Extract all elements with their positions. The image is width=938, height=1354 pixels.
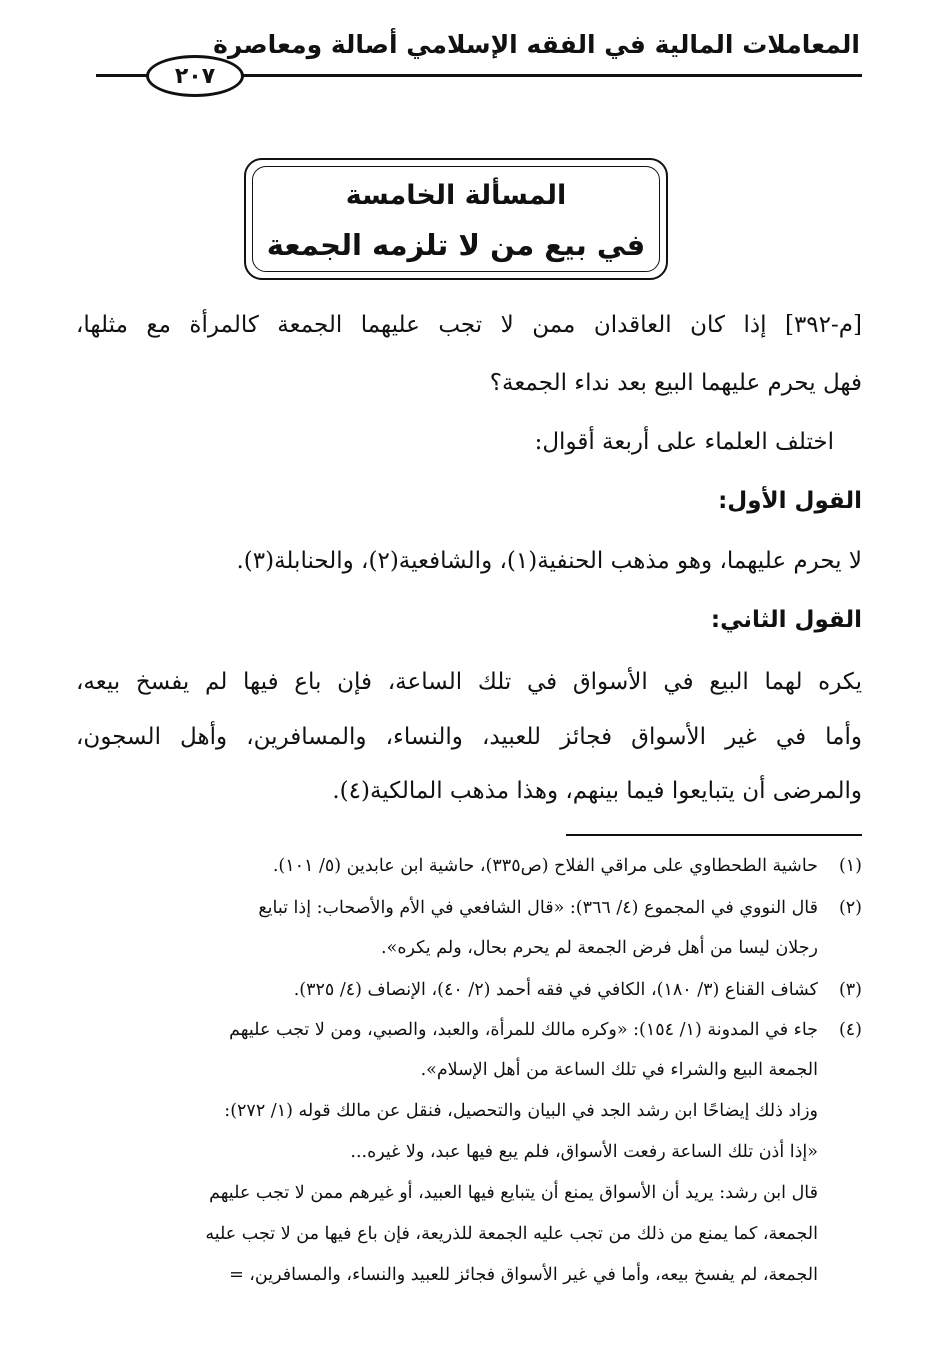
body-line: وأما في غير الأسواق فجائز للعبيد، والنساء، والمسافرين، وأهل السجون، bbox=[76, 724, 863, 750]
body-line: اختلف العلماء على أربعة أقوال: bbox=[534, 429, 834, 455]
running-header-title: المعاملات المالية في الفقه الإسلامي أصالة ومعاصرة bbox=[213, 30, 860, 59]
section-title-frame bbox=[244, 158, 668, 280]
page-number-badge: ٢٠٧ bbox=[146, 55, 244, 97]
footnote-text: جاء في المدونة (١/ ١٥٤): «وكره مالك للمرأة، والعبد، والصبي، ومن لا تجب عليهم bbox=[229, 1020, 818, 1040]
footnote-text-continued: الجمعة، كما يمنع من ذلك من تجب عليه الجمعة للذريعة، فإن باع فيها من لا تجب عليه bbox=[205, 1224, 818, 1244]
footnote-number: (١) bbox=[838, 856, 862, 876]
footnote-text: قال النووي في المجموع (٤/ ٣٦٦): «قال الشافعي في الأم والأصحاب: إذا تبايع bbox=[258, 898, 818, 918]
body-line: [م-٣٩٢] إذا كان العاقدان ممن لا تجب عليهما الجمعة كالمرأة مع مثلها، bbox=[76, 312, 862, 338]
footnote-text-continued: «إذا أذن تلك الساعة رفعت الأسواق، فلم يبع فيها عبد، ولا غيره... bbox=[350, 1142, 818, 1162]
footnote-text-continued: الجمعة، لم يفسخ بيعه، وأما في غير الأسواق فجائز للعبيد والنساء، والمسافرين، = bbox=[229, 1265, 818, 1285]
opinion-heading-second: القول الثاني: bbox=[710, 607, 862, 633]
footnote-number: (٤) bbox=[838, 1020, 862, 1040]
footnote-number: (٢) bbox=[838, 898, 862, 918]
footnote-text-continued: وزاد ذلك إيضاحًا ابن رشد الجد في البيان والتحصيل، فنقل عن مالك قوله (١/ ٢٧٢): bbox=[224, 1101, 818, 1121]
footnote-2 bbox=[76, 898, 862, 918]
footnote-separator bbox=[566, 834, 862, 836]
footnote-number: (٣) bbox=[838, 980, 862, 1000]
footnote-3 bbox=[76, 980, 862, 1000]
body-line: والمرضى أن يتبايعوا فيما بينهم، وهذا مذهب المالكية(٤). bbox=[332, 778, 862, 804]
body-line: فهل يحرم عليهما البيع بعد نداء الجمعة؟ bbox=[489, 370, 862, 396]
footnote-text-continued: قال ابن رشد: يريد أن الأسواق يمنع أن يتبايع فيها العبيد، أو غيرهم ممن لا تجب عليهم bbox=[209, 1183, 818, 1203]
footnote-1 bbox=[76, 856, 862, 876]
opinion-heading-first: القول الأول: bbox=[718, 488, 862, 514]
section-subtitle: في بيع من لا تلزمه الجمعة bbox=[266, 228, 646, 262]
footnote-4 bbox=[76, 1020, 862, 1040]
section-title: المسألة الخامسة bbox=[345, 180, 567, 211]
body-line: يكره لهما البيع في الأسواق في تلك الساعة، فإن باع فيها لم يفسخ بيعه، bbox=[76, 669, 862, 695]
footnote-text: حاشية الطحطاوي على مراقي الفلاح (ص٣٣٥)، حاشية ابن عابدين (٥/ ١٠١). bbox=[272, 856, 818, 876]
body-line: لا يحرم عليهما، وهو مذهب الحنفية(١)، والشافعية(٢)، والحنابلة(٣). bbox=[236, 548, 862, 574]
footnote-text: كشاف القناع (٣/ ١٨٠)، الكافي في فقه أحمد (٢/ ٤٠)، الإنصاف (٤/ ٣٢٥). bbox=[293, 980, 818, 1000]
footnote-text-continued: الجمعة البيع والشراء في تلك الساعة من أهل الإسلام». bbox=[420, 1060, 818, 1080]
footnote-text-continued: رجلان ليسا من أهل فرض الجمعة لم يحرم بحال، ولم يكره». bbox=[381, 938, 818, 958]
